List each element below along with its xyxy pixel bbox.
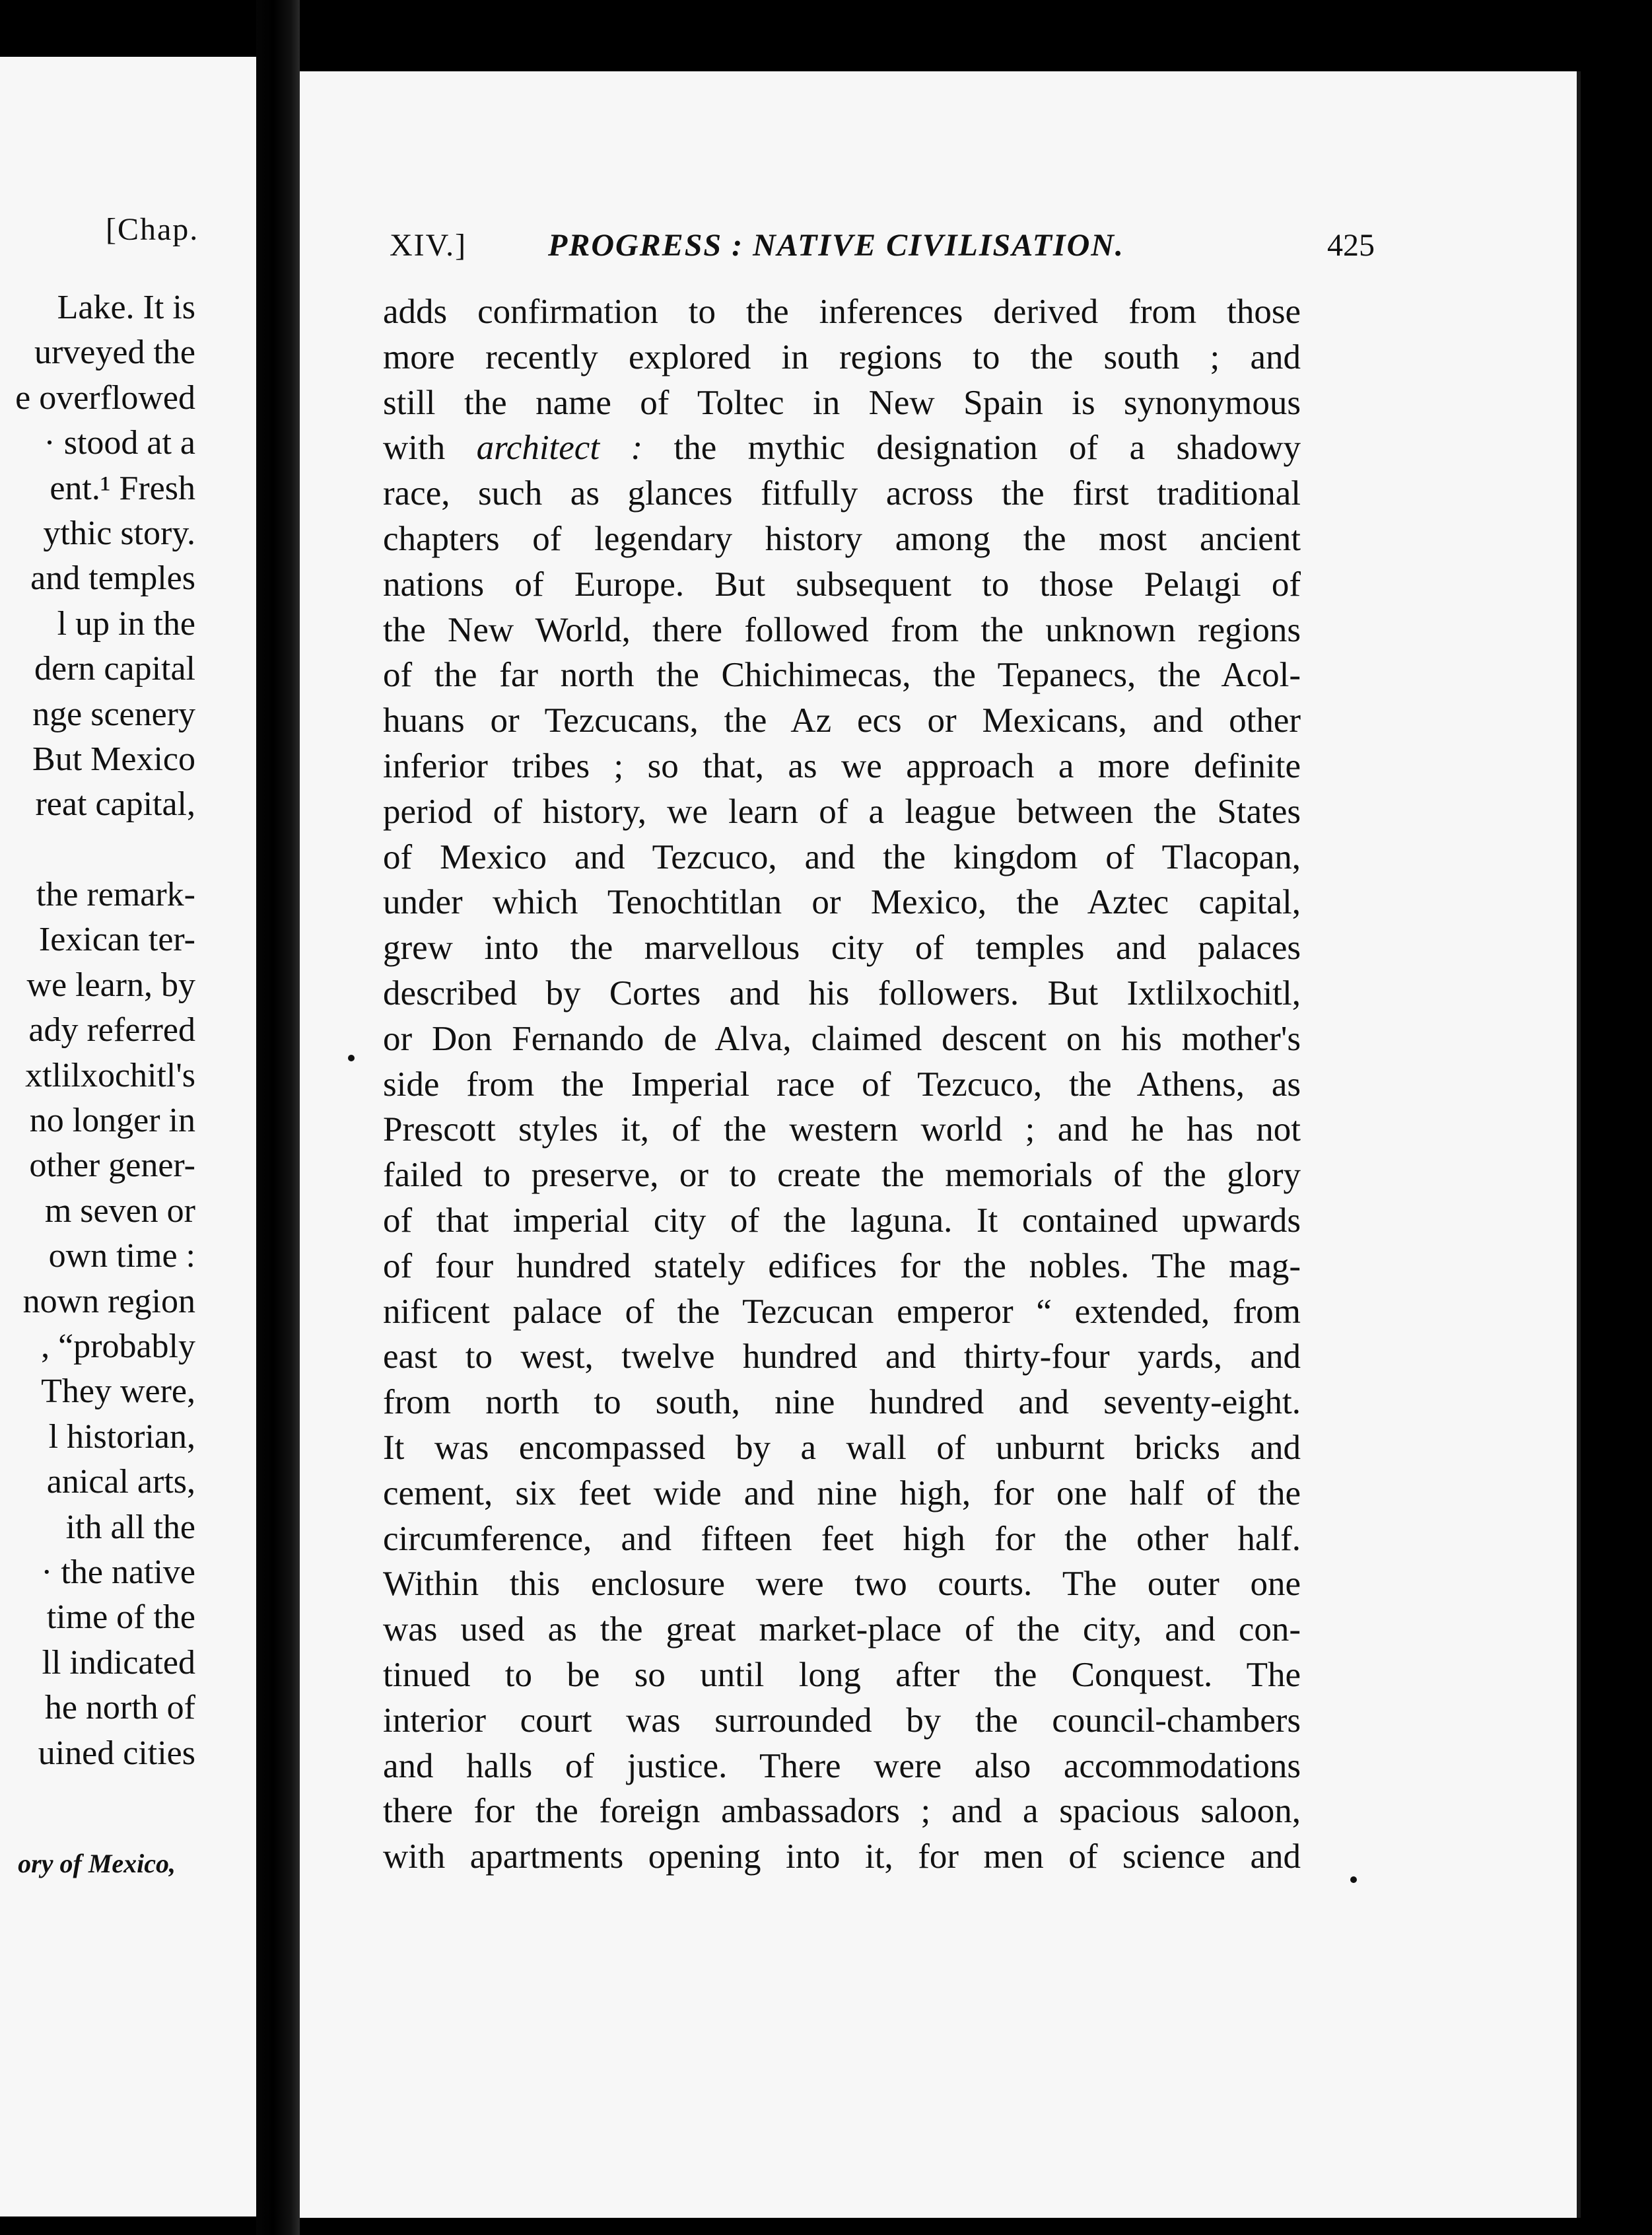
body-text-line: of Mexico and Tezcuco, and the kingdom of Tlacopan, (383, 837, 1301, 876)
left-page-footnote: ory of Mexico, (18, 1849, 176, 1878)
body-text-line: there for the foreign ambassadors ; and a spacious saloon, (383, 1792, 1301, 1831)
left-text-line: But Mexico (32, 740, 195, 778)
left-text-line: ythic story. (43, 514, 195, 552)
body-text-line: grew into the marvellous city of temples and palaces (383, 929, 1301, 968)
left-text-line: the remark- (36, 876, 195, 914)
left-text-line: urveyed the (34, 334, 195, 372)
body-text-line: of the far north the Chichimecas, the Tepanecs, the Acol- (383, 656, 1301, 695)
ink-speck (1350, 1876, 1357, 1883)
body-text-line: and halls of justice. There were also accommodations (383, 1746, 1301, 1785)
body-text-line: It was encompassed by a wall of unburnt bricks and (383, 1428, 1301, 1467)
left-text-line: he north of (44, 1689, 195, 1727)
left-text-line: own time : (48, 1237, 195, 1275)
body-text-line: cement, six feet wide and nine high, for one half of the (383, 1473, 1301, 1512)
left-text-line: ady referred (28, 1011, 195, 1049)
left-text-line: reat capital, (35, 785, 195, 824)
body-text-line: still the name of Toltec in New Spain is synonymous (383, 383, 1301, 422)
body-text-line: race, such as glances fitfully across the first traditional (383, 474, 1301, 513)
running-title: PROGRESS : NATIVE CIVILISATION. (548, 228, 1124, 263)
left-text-line: nge scenery (32, 695, 195, 733)
body-text-line: interior court was surrounded by the council-chambers (383, 1701, 1301, 1740)
left-text-line (15, 828, 195, 872)
body-text-line: adds confirmation to the inferences derived from those (383, 293, 1301, 331)
body-text-line: nificent palace of the Tezcucan emperor “ extended, from (383, 1292, 1301, 1331)
body-text-line: nations of Europe. But subsequent to those Pelaιgi of (383, 565, 1301, 604)
left-text-line: no longer in (29, 1102, 195, 1140)
body-text-line: huans or Tezcucans, the Az ecs or Mexicans, and other (383, 701, 1301, 740)
left-text-line: Iexican ter- (38, 921, 195, 959)
left-text-line: ll indicated (42, 1643, 195, 1682)
body-text-line: more recently explored in regions to the south ; and (383, 337, 1301, 376)
body-text-line: side from the Imperial race of Tezcuco, the Athens, as (383, 1065, 1301, 1104)
body-text-line: east to west, twelve hundred and thirty-four yards, and (383, 1337, 1301, 1376)
body-text-line: failed to preserve, or to create the memorials of the glory (383, 1156, 1301, 1195)
left-text-line: · stood at a (44, 424, 195, 462)
right-page (300, 71, 1581, 2218)
body-text-line: tinued to be so until long after the Conquest. The (383, 1655, 1301, 1694)
body-text (383, 289, 1301, 1880)
italic-word: architect : (476, 429, 643, 468)
left-text-line: ith all the (65, 1508, 195, 1546)
left-text-line: anical arts, (46, 1463, 195, 1501)
running-head (390, 227, 1380, 280)
left-text-line: xtlilxochitl's (25, 1056, 195, 1094)
left-page-text (15, 285, 195, 1776)
left-text-line: uined cities (38, 1734, 195, 1772)
left-text-line: other gener- (29, 1147, 195, 1185)
left-page (0, 57, 256, 2217)
left-text-line: e overflowed (15, 378, 195, 417)
chapter-label: XIV.] (390, 228, 467, 263)
left-text-line: Lake. It is (57, 289, 195, 326)
body-text-line: of four hundred stately edifices for the nobles. The mag- (383, 1246, 1301, 1285)
left-text-line: l up in the (57, 604, 195, 643)
ink-speck (348, 1055, 355, 1061)
body-text-line: chapters of legendary history among the most ancient (383, 519, 1301, 558)
body-text-line: was used as the great market-place of the city, and con- (383, 1610, 1301, 1649)
body-text-line: circumference, and fifteen feet high for the other half. (383, 1519, 1301, 1558)
left-text-line: l historian, (48, 1417, 195, 1456)
body-text-line (383, 425, 1301, 471)
body-text-line: Prescott styles it, of the western world ; and he has not (383, 1110, 1301, 1149)
left-text-line: · the native (41, 1553, 195, 1591)
left-text-line: They were, (41, 1372, 195, 1411)
body-text-line: under which Tenochtitlan or Mexico, the Aztec capital, (383, 883, 1301, 922)
body-text-line: with apartments opening into it, for men of science and (383, 1837, 1301, 1876)
body-text-line: of that imperial city of the laguna. It contained upwards (383, 1201, 1301, 1240)
body-text-line: from north to south, nine hundred and seventy-eight. (383, 1383, 1301, 1422)
body-text-segment: with (383, 429, 477, 468)
body-text-line: described by Cortes and his followers. But Ixtlilxochitl, (383, 974, 1301, 1012)
left-text-line: ent.¹ Fresh (50, 469, 195, 507)
body-text-line: Within this enclosure were two courts. The outer one (383, 1565, 1301, 1604)
page-number: 425 (1327, 228, 1375, 263)
left-page-chapter-header: [Chap. (106, 212, 199, 247)
body-text-line: period of history, we learn of a league between the States (383, 792, 1301, 831)
left-text-line: time of the (46, 1598, 195, 1637)
body-text-segment: the mythic designation of a shadowy (642, 429, 1301, 468)
left-text-line: m seven or (44, 1191, 195, 1230)
left-text-line: we learn, by (26, 966, 195, 1004)
book-gutter (256, 0, 300, 2235)
left-text-line: dern capital (34, 650, 195, 688)
body-text-line: or Don Fernando de Alva, claimed descent on his mother's (383, 1019, 1301, 1058)
body-text-line: inferior tribes ; so that, as we approach a more definite (383, 746, 1301, 785)
body-text-line: the New World, there followed from the unknown regions (383, 610, 1301, 649)
left-text-line: nown region (22, 1282, 195, 1320)
left-text-line: and temples (30, 559, 195, 598)
left-text-line: , “probably (41, 1327, 195, 1365)
